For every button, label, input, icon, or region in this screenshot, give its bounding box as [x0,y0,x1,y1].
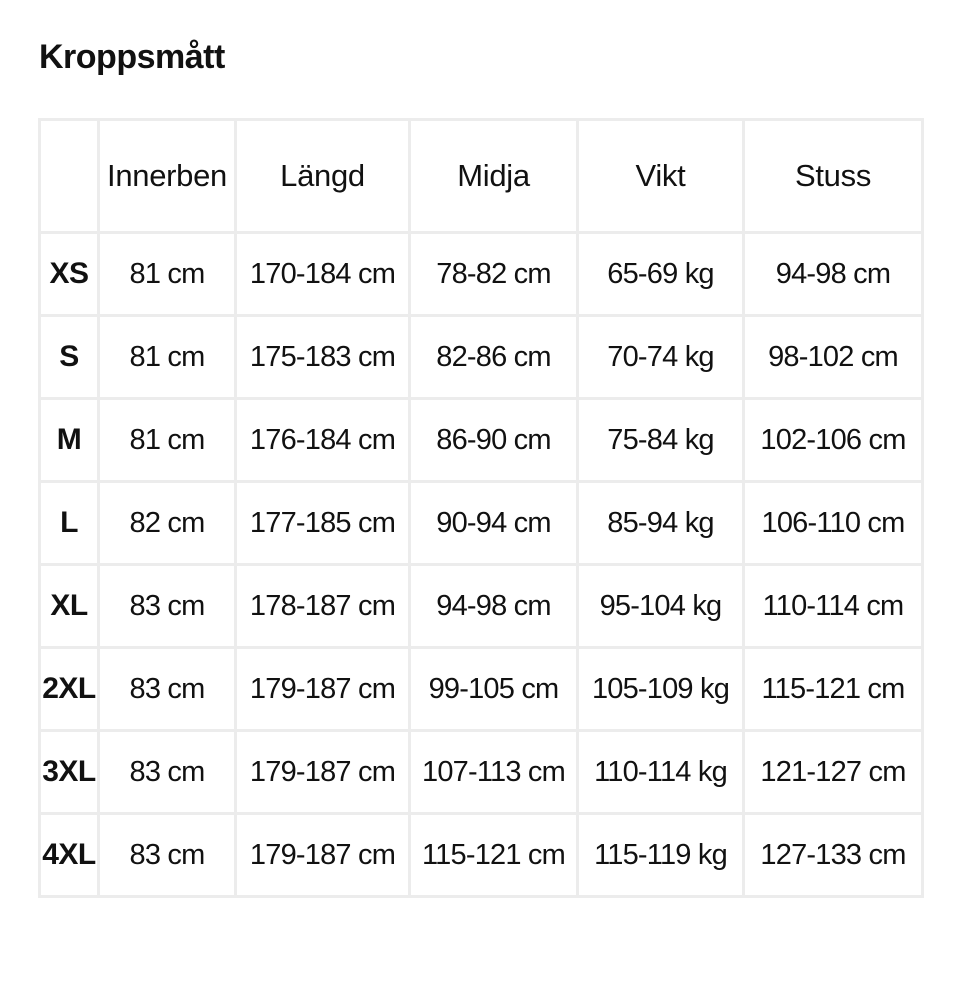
table-cell: 94-98 cm [410,565,578,648]
table-cell: 83 cm [99,814,236,897]
table-row [40,316,923,399]
table-cell: 90-94 cm [410,482,578,565]
table-cell: 110-114 kg [578,731,744,814]
header-cell-stuss: Stuss [744,120,923,233]
table-cell: 178-187 cm [236,565,410,648]
table-cell: 99-105 cm [410,648,578,731]
table-cell: 110-114 cm [744,565,923,648]
table-cell: 115-121 cm [410,814,578,897]
table-row [40,648,923,731]
table-row [40,814,923,897]
table-cell: 106-110 cm [744,482,923,565]
header-cell-corner [40,120,99,233]
table-cell: 179-187 cm [236,648,410,731]
size-label: L [40,482,99,565]
table-cell: 82 cm [99,482,236,565]
table-row [40,233,923,316]
table-row [40,731,923,814]
table-cell: 75-84 kg [578,399,744,482]
table-cell: 107-113 cm [410,731,578,814]
header-cell-innerben: Innerben [99,120,236,233]
table-row [40,482,923,565]
table-cell: 175-183 cm [236,316,410,399]
table-row [40,565,923,648]
table-cell: 115-121 cm [744,648,923,731]
table-cell: 81 cm [99,399,236,482]
size-label: XL [40,565,99,648]
table-cell: 78-82 cm [410,233,578,316]
table-cell: 83 cm [99,731,236,814]
size-label: 3XL [40,731,99,814]
size-chart-table [38,118,924,898]
table-cell: 83 cm [99,565,236,648]
table-cell: 85-94 kg [578,482,744,565]
table-cell: 170-184 cm [236,233,410,316]
table-cell: 179-187 cm [236,731,410,814]
table-cell: 179-187 cm [236,814,410,897]
header-cell-midja: Midja [410,120,578,233]
table-cell: 176-184 cm [236,399,410,482]
table-cell: 95-104 kg [578,565,744,648]
size-label: 2XL [40,648,99,731]
table-cell: 127-133 cm [744,814,923,897]
size-label: M [40,399,99,482]
table-cell: 86-90 cm [410,399,578,482]
table-cell: 65-69 kg [578,233,744,316]
table-row [40,399,923,482]
table-cell: 81 cm [99,233,236,316]
table-cell: 94-98 cm [744,233,923,316]
table-cell: 177-185 cm [236,482,410,565]
table-cell: 105-109 kg [578,648,744,731]
size-label: S [40,316,99,399]
header-cell-vikt: Vikt [578,120,744,233]
table-cell: 83 cm [99,648,236,731]
table-cell: 115-119 kg [578,814,744,897]
table-cell: 121-127 cm [744,731,923,814]
header-row [40,120,923,233]
page-title: Kroppsmått [39,38,225,76]
size-label: 4XL [40,814,99,897]
header-cell-langd: Längd [236,120,410,233]
table-cell: 98-102 cm [744,316,923,399]
table-cell: 81 cm [99,316,236,399]
table-cell: 82-86 cm [410,316,578,399]
size-label: XS [40,233,99,316]
table-cell: 70-74 kg [578,316,744,399]
table-cell: 102-106 cm [744,399,923,482]
